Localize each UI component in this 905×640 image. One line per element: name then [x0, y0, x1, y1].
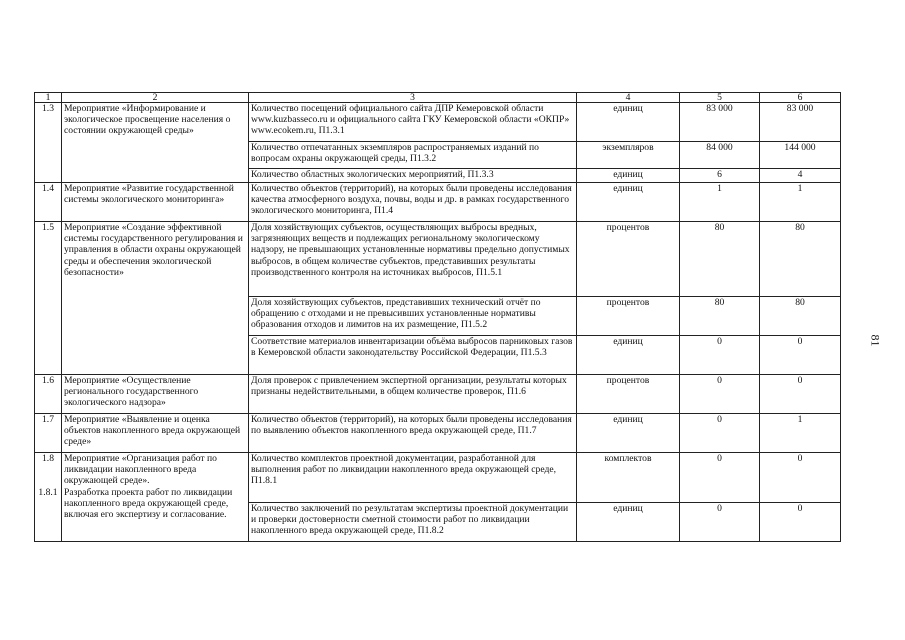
value-col5: 80 [680, 222, 760, 297]
indicator-text: Соответствие материалов инвентаризации объёма выбросов парниковых газов в Кемеровской области законодательству Российской Федерации, П1.5.3 [249, 336, 577, 375]
column-number: 1 [35, 93, 62, 103]
indicator-unit: процентов [577, 375, 680, 414]
column-number: 6 [760, 93, 841, 103]
column-number-row [35, 93, 841, 103]
value-col5: 84 000 [680, 142, 760, 169]
indicator-table [34, 92, 841, 542]
value-col5: 80 [680, 297, 760, 336]
indicator-text: Количество объектов (территорий), на которых были проведены исследования по выявлению объектов накопленного вреда окружающей среде, П1.7 [249, 414, 577, 453]
value-col5: 1 [680, 183, 760, 222]
indicator-unit: процентов [577, 222, 680, 297]
indicator-unit: единиц [577, 336, 680, 375]
indicator-unit: комплектов [577, 453, 680, 503]
table-row [35, 103, 841, 142]
value-col6: 0 [760, 503, 841, 542]
indicator-unit: единиц [577, 503, 680, 542]
measure-number [35, 453, 62, 542]
submeasure-number: 1.8.1 [38, 487, 58, 499]
value-col5: 0 [680, 336, 760, 375]
indicator-text: Количество комплектов проектной документации, разработанной для выполнения работ по ликвидации накопленного вреда окружающей среде, П1.8.1 [249, 453, 577, 503]
submeasure-name: Разработка проекта работ по ликвидации накопленного вреда окружающей среде, включая его экспертизу и согласование. [64, 486, 233, 521]
value-col6: 0 [760, 336, 841, 375]
measure-name-main: Мероприятие «Организация работ по ликвидации накопленного вреда окружающей среде». [64, 453, 217, 487]
value-col5: 0 [680, 375, 760, 414]
value-col6: 0 [760, 453, 841, 503]
column-number: 2 [62, 93, 249, 103]
indicator-text: Доля проверок с привлечением экспертной организации, результаты которых признаны недействительными, в общем количестве проверок, П1.6 [249, 375, 577, 414]
indicator-text: Количество объектов (территорий), на которых были проведены исследования качества атмосферного воздуха, почвы, воды и др. в рамках государственного экологического мониторинга, П1.4 [249, 183, 577, 222]
measure-number: 1.3 [35, 103, 62, 183]
value-col6: 0 [760, 375, 841, 414]
measure-name: Мероприятие «Создание эффективной системы государственного регулирования и управления в области охраны окружающей среды и обеспечения экологической безопасности» [62, 222, 249, 375]
table-row [35, 183, 841, 222]
indicator-text: Количество посещений официального сайта ДПР Кемеровской области www.kuzbasseco.ru и официального сайта ГКУ Кемеровской области «ОКПР» www.ecokem.ru, П1.3.1 [249, 103, 577, 142]
value-col6: 83 000 [760, 103, 841, 142]
value-col6: 80 [760, 297, 841, 336]
indicator-unit: экземпляров [577, 142, 680, 169]
value-col6: 4 [760, 169, 841, 183]
table-row [35, 222, 841, 297]
measure-number: 1.5 [35, 222, 62, 375]
measure-name: Мероприятие «Выявление и оценка объектов накопленного вреда окружающей среде» [62, 414, 249, 453]
indicator-unit: единиц [577, 414, 680, 453]
value-col5: 83 000 [680, 103, 760, 142]
indicator-text: Доля хозяйствующих субъектов, представивших технический отчёт по обращению с отходами и не превысивших установленные нормативы образования отходов и лимитов на их размещение, П1.5.2 [249, 297, 577, 336]
value-col5: 0 [680, 503, 760, 542]
measure-number: 1.4 [35, 183, 62, 222]
indicator-text: Количество заключений по результатам экспертизы проектной документации и проверки достоверности сметной стоимости работ по ликвидации накопленного вреда окружающей среде, П1.8.2 [249, 503, 577, 542]
indicator-unit: единиц [577, 183, 680, 222]
measure-name: Мероприятие «Информирование и экологическое просвещение населения о состоянии окружающей среды» [62, 103, 249, 183]
indicator-unit: процентов [577, 297, 680, 336]
table-row [35, 375, 841, 414]
value-col5: 0 [680, 414, 760, 453]
value-col6: 80 [760, 222, 841, 297]
table-row [35, 414, 841, 453]
measure-name [62, 453, 249, 542]
measure-name: Мероприятие «Развитие государственной системы экологического мониторинга» [62, 183, 249, 222]
column-number: 5 [680, 93, 760, 103]
indicator-text: Количество отпечатанных экземпляров распространяемых изданий по вопросам охраны окружающей среды, П1.3.2 [249, 142, 577, 169]
indicator-text: Количество областных экологических мероприятий, П1.3.3 [249, 169, 577, 183]
table-row [35, 453, 841, 503]
value-col6: 144 000 [760, 142, 841, 169]
measure-number: 1.7 [35, 414, 62, 453]
indicator-unit: единиц [577, 169, 680, 183]
measure-number: 1.6 [35, 375, 62, 414]
measure-name: Мероприятие «Осуществление регионального государственного экологического надзора» [62, 375, 249, 414]
column-number: 3 [249, 93, 577, 103]
indicator-text: Доля хозяйствующих субъектов, осуществляющих выбросы вредных, загрязняющих веществ и подлежащих региональному экологическому надзору, не превышающих установленные нормативы предельно допустимых выбросов, в общем количестве субъектов, представивших результаты производственного контроля на источниках выбросов, П1.5.1 [249, 222, 577, 297]
column-number: 4 [577, 93, 680, 103]
value-col6: 1 [760, 414, 841, 453]
indicator-unit: единиц [577, 103, 680, 142]
value-col5: 0 [680, 453, 760, 503]
page-number: 81 [868, 334, 883, 347]
value-col5: 6 [680, 169, 760, 183]
measure-number-main: 1.8 [42, 453, 54, 464]
value-col6: 1 [760, 183, 841, 222]
